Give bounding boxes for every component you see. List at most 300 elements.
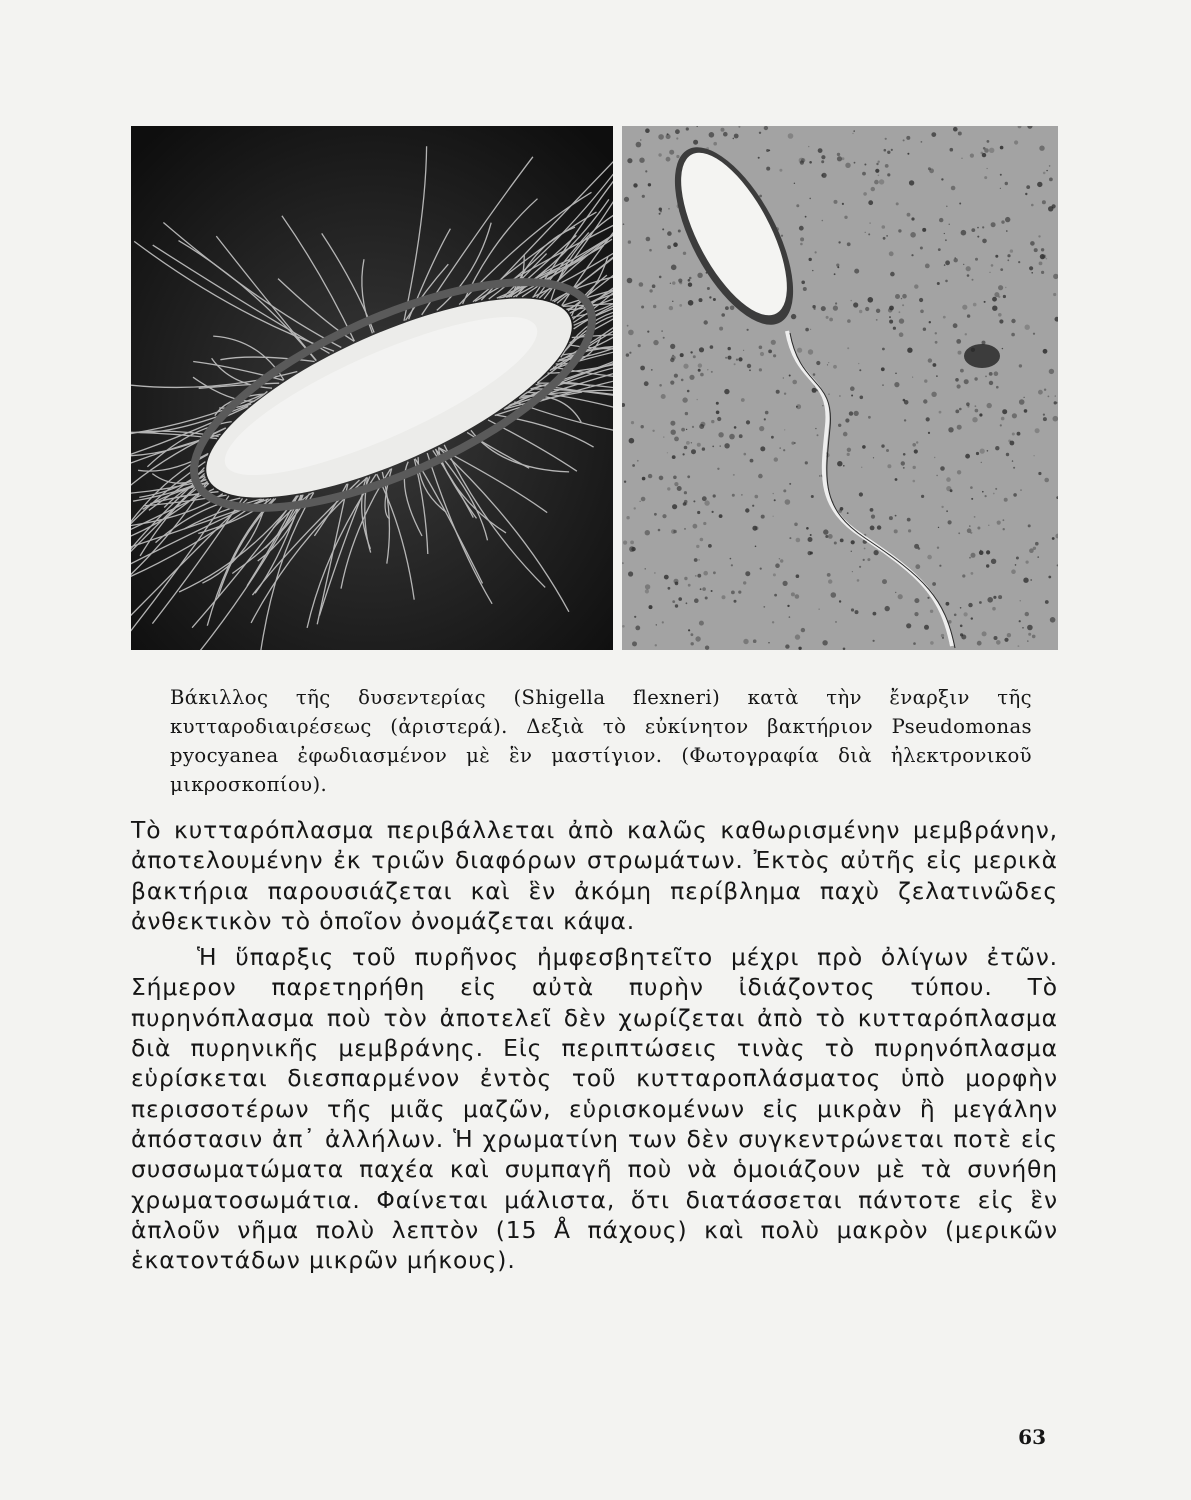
background-speck	[876, 163, 878, 165]
background-speck	[812, 270, 813, 271]
background-speck	[855, 610, 859, 614]
background-speck	[773, 573, 776, 576]
background-speck	[914, 284, 918, 288]
background-speck	[1022, 627, 1024, 629]
background-speck	[702, 587, 706, 591]
background-speck	[654, 572, 655, 573]
background-speck	[888, 308, 893, 313]
background-speck	[1000, 268, 1003, 271]
background-speck	[632, 641, 637, 646]
background-speck	[927, 555, 932, 560]
background-speck	[907, 518, 911, 522]
background-speck	[637, 460, 639, 462]
background-speck	[958, 132, 962, 136]
background-speck	[845, 418, 849, 422]
background-speck	[994, 371, 999, 376]
background-speck	[815, 251, 817, 253]
background-speck	[713, 571, 716, 574]
background-speck	[939, 218, 943, 222]
background-speck	[975, 409, 979, 413]
background-speck	[1039, 262, 1043, 266]
background-speck	[971, 553, 976, 558]
background-speck	[959, 203, 961, 205]
background-speck	[1018, 261, 1020, 263]
background-speck	[955, 378, 959, 382]
background-speck	[960, 607, 962, 609]
background-speck	[825, 535, 828, 538]
background-speck	[805, 328, 809, 332]
background-speck	[707, 369, 708, 370]
background-speck	[882, 384, 884, 386]
background-speck	[974, 516, 976, 518]
background-speck	[1020, 600, 1021, 601]
background-speck	[739, 434, 743, 438]
background-speck	[634, 507, 636, 509]
background-speck	[759, 368, 762, 371]
background-speck	[955, 257, 956, 258]
background-speck	[663, 337, 665, 339]
background-speck	[827, 364, 828, 365]
background-speck	[693, 140, 698, 145]
background-speck	[853, 130, 855, 132]
background-speck	[711, 420, 714, 423]
background-speck	[627, 325, 629, 327]
background-speck	[1011, 319, 1015, 323]
background-speck	[1013, 493, 1017, 497]
background-speck	[948, 427, 953, 432]
background-speck	[861, 467, 862, 468]
background-speck	[759, 346, 763, 350]
background-speck	[914, 612, 918, 616]
background-speck	[673, 242, 678, 247]
background-speck	[887, 151, 890, 154]
background-speck	[1033, 547, 1036, 550]
background-speck	[1019, 399, 1025, 405]
background-speck	[693, 524, 698, 529]
background-speck	[713, 142, 717, 146]
background-speck	[797, 348, 802, 353]
background-speck	[891, 149, 893, 151]
background-speck	[863, 192, 867, 196]
background-speck	[760, 568, 762, 570]
background-speck	[929, 321, 931, 323]
background-speck	[854, 162, 856, 164]
background-speck	[992, 306, 997, 311]
background-speck	[993, 596, 996, 599]
background-speck	[898, 594, 903, 599]
background-speck	[941, 506, 943, 508]
background-speck	[719, 514, 723, 518]
background-speck	[697, 443, 701, 447]
background-speck	[717, 417, 721, 421]
background-speck	[644, 381, 649, 386]
background-speck	[695, 575, 697, 577]
background-speck	[995, 488, 997, 490]
background-speck	[970, 532, 972, 534]
background-speck	[1028, 633, 1031, 636]
background-speck	[750, 459, 754, 463]
background-speck	[906, 623, 911, 628]
background-speck	[668, 587, 671, 590]
background-speck	[730, 306, 735, 311]
background-speck	[645, 589, 649, 593]
background-speck	[837, 156, 842, 161]
background-speck	[977, 527, 980, 530]
background-speck	[719, 327, 723, 331]
background-speck	[662, 228, 664, 230]
background-speck	[961, 230, 967, 236]
background-speck	[690, 351, 692, 353]
background-speck	[811, 495, 814, 498]
background-speck	[645, 568, 646, 569]
background-speck	[871, 515, 875, 519]
background-speck	[903, 467, 905, 469]
background-speck	[661, 394, 666, 399]
background-speck	[966, 402, 970, 406]
background-speck	[857, 579, 860, 582]
background-speck	[882, 579, 887, 584]
background-speck	[779, 447, 781, 449]
background-speck	[881, 367, 885, 371]
background-speck	[674, 482, 678, 486]
background-speck	[950, 148, 954, 152]
background-speck	[875, 169, 879, 173]
background-speck	[921, 495, 924, 498]
background-speck	[967, 274, 970, 277]
background-speck	[1052, 537, 1055, 540]
background-speck	[1041, 271, 1044, 274]
background-speck	[681, 379, 684, 382]
background-speck	[632, 464, 635, 467]
background-speck	[755, 495, 759, 499]
background-speck	[636, 142, 642, 148]
background-speck	[717, 468, 719, 470]
background-speck	[852, 133, 853, 134]
background-speck	[980, 550, 981, 551]
background-speck	[987, 403, 992, 408]
background-speck	[1049, 165, 1051, 167]
background-speck	[826, 316, 829, 319]
background-speck	[899, 318, 904, 323]
background-speck	[859, 369, 861, 371]
background-speck	[708, 544, 712, 548]
background-speck	[1041, 248, 1044, 251]
background-speck	[987, 597, 993, 603]
background-speck	[926, 417, 930, 421]
background-speck	[944, 264, 946, 266]
background-speck	[747, 329, 749, 331]
background-speck	[733, 138, 735, 140]
background-speck	[779, 169, 782, 172]
background-speck	[1003, 528, 1005, 530]
background-speck	[805, 216, 807, 218]
background-speck	[713, 298, 716, 301]
background-speck	[818, 148, 823, 153]
background-speck	[780, 559, 783, 562]
background-speck	[1005, 182, 1008, 185]
background-speck	[981, 462, 982, 463]
background-speck	[734, 134, 739, 139]
background-speck	[881, 444, 884, 447]
background-speck	[688, 300, 694, 306]
background-speck	[887, 464, 891, 468]
background-speck	[667, 487, 670, 490]
background-speck	[1044, 478, 1049, 483]
background-speck	[744, 453, 747, 456]
background-speck	[673, 476, 677, 480]
background-speck	[794, 523, 798, 527]
background-speck	[982, 226, 984, 228]
background-speck	[725, 306, 729, 310]
background-speck	[1033, 333, 1035, 335]
background-speck	[962, 574, 965, 577]
background-speck	[902, 304, 904, 306]
background-speck	[991, 264, 994, 267]
background-speck	[622, 625, 625, 628]
background-speck	[1043, 414, 1045, 416]
background-speck	[669, 306, 673, 310]
background-speck	[628, 330, 634, 336]
background-speck	[678, 230, 681, 233]
background-speck	[1037, 556, 1039, 558]
background-speck	[652, 430, 654, 432]
background-speck	[1016, 557, 1019, 560]
background-speck	[961, 158, 962, 159]
background-speck	[944, 233, 945, 234]
background-speck	[733, 474, 735, 476]
background-speck	[700, 538, 704, 542]
background-speck	[763, 606, 765, 608]
background-speck	[651, 369, 653, 371]
background-speck	[1024, 397, 1025, 398]
background-speck	[803, 287, 807, 291]
background-speck	[1000, 146, 1004, 150]
background-speck	[789, 616, 791, 618]
background-speck	[937, 547, 939, 549]
background-speck	[649, 249, 652, 252]
background-speck	[847, 448, 851, 452]
background-speck	[962, 305, 967, 310]
background-speck	[915, 564, 920, 569]
background-speck	[659, 276, 662, 279]
background-speck	[1012, 433, 1015, 436]
background-speck	[1054, 401, 1057, 404]
background-speck	[755, 546, 757, 548]
background-speck	[702, 496, 707, 501]
background-speck	[1002, 409, 1007, 414]
background-speck	[1004, 498, 1008, 502]
background-speck	[907, 213, 911, 217]
background-speck	[697, 574, 701, 578]
background-speck	[965, 454, 970, 459]
background-speck	[936, 475, 937, 476]
background-speck	[862, 172, 866, 176]
background-speck	[890, 272, 895, 277]
background-speck	[1003, 295, 1006, 298]
background-speck	[653, 340, 658, 345]
background-speck	[796, 404, 801, 409]
background-speck	[924, 625, 929, 630]
background-speck	[766, 167, 770, 171]
background-speck	[913, 642, 916, 645]
background-speck	[946, 477, 951, 482]
background-speck	[959, 408, 962, 411]
background-speck	[889, 316, 891, 318]
background-speck	[1042, 200, 1046, 204]
background-speck	[685, 412, 688, 415]
background-speck	[987, 450, 989, 452]
background-speck	[975, 405, 977, 407]
background-speck	[989, 381, 993, 385]
background-speck	[864, 548, 866, 550]
background-speck	[1037, 182, 1042, 187]
background-speck	[908, 529, 911, 532]
background-speck	[642, 195, 645, 198]
background-speck	[986, 564, 989, 567]
background-speck	[671, 430, 676, 435]
background-speck	[683, 252, 686, 255]
background-speck	[645, 530, 650, 535]
background-speck	[996, 386, 999, 389]
background-speck	[796, 204, 799, 207]
background-speck	[994, 636, 998, 640]
background-speck	[923, 328, 926, 331]
background-speck	[669, 150, 674, 155]
background-speck	[1034, 248, 1038, 252]
background-speck	[1048, 206, 1053, 211]
background-speck	[971, 572, 974, 575]
background-speck	[945, 280, 948, 283]
background-speck	[649, 605, 653, 609]
background-speck	[653, 305, 656, 308]
background-speck	[781, 235, 783, 237]
background-speck	[1026, 185, 1030, 189]
background-speck	[792, 380, 797, 385]
background-speck	[971, 228, 975, 232]
background-speck	[859, 310, 862, 313]
background-speck	[972, 279, 974, 281]
background-speck	[829, 318, 833, 322]
background-speck	[911, 254, 913, 256]
background-speck	[840, 539, 844, 543]
background-speck	[843, 465, 845, 467]
background-speck	[847, 242, 851, 246]
background-speck	[1003, 519, 1005, 521]
background-speck	[704, 500, 709, 505]
background-speck	[670, 344, 675, 349]
background-speck	[964, 612, 968, 616]
background-speck	[712, 511, 714, 513]
background-speck	[1004, 638, 1008, 642]
caption-text: Βάκιλλος τῆς δυσεντερίας (Shigella flexneri) κατὰ τὴν ἔναρξιν τῆς κυτταροδιαιρέσεως (ἀριστερά). Δεξιὰ τὸ εὐκίνητον βακτήριον Pseudomonas pyocyanea ἐφωδιασμένον μὲ ἓν μαστίγιον. (Φωτογραφία διὰ ἠλεκτρονικοῦ μικροσκοπίου).	[170, 686, 1032, 796]
background-speck	[675, 129, 680, 134]
background-speck	[1035, 428, 1040, 433]
background-speck	[724, 389, 729, 394]
background-speck	[809, 198, 811, 200]
background-speck	[813, 373, 816, 376]
background-speck	[774, 457, 778, 461]
background-speck	[661, 330, 662, 331]
background-speck	[743, 350, 744, 351]
background-speck	[873, 640, 875, 642]
background-speck	[686, 602, 688, 604]
background-speck	[679, 304, 682, 307]
background-speck	[675, 582, 679, 586]
background-speck	[645, 170, 647, 172]
background-speck	[627, 278, 633, 284]
background-speck	[662, 514, 666, 518]
background-speck	[850, 386, 855, 391]
background-speck	[991, 222, 996, 227]
background-speck	[980, 449, 985, 454]
background-speck	[885, 138, 887, 140]
background-speck	[879, 179, 884, 184]
background-speck	[982, 631, 987, 636]
background-speck	[923, 399, 927, 403]
background-speck	[878, 161, 880, 163]
background-speck	[971, 498, 973, 500]
background-speck	[887, 173, 890, 176]
background-speck	[932, 582, 936, 586]
background-speck	[838, 241, 840, 243]
background-speck	[899, 332, 904, 337]
background-speck	[678, 597, 682, 601]
background-speck	[728, 356, 732, 360]
background-speck	[768, 642, 769, 643]
background-speck	[992, 607, 996, 611]
background-speck	[904, 419, 906, 421]
background-speck	[912, 443, 916, 447]
background-speck	[998, 285, 1003, 290]
background-speck	[837, 461, 842, 466]
background-speck	[697, 511, 700, 514]
background-speck	[809, 161, 812, 164]
background-speck	[819, 475, 821, 477]
background-speck	[795, 594, 800, 599]
background-speck	[989, 148, 994, 153]
background-speck	[771, 436, 774, 439]
background-speck	[1038, 390, 1043, 395]
background-speck	[680, 353, 684, 357]
background-speck	[885, 606, 890, 611]
background-speck	[860, 396, 864, 400]
background-speck	[998, 313, 1002, 317]
background-speck	[907, 348, 912, 353]
background-speck	[984, 301, 986, 303]
background-speck	[624, 197, 629, 202]
background-speck	[743, 581, 746, 584]
background-speck	[868, 200, 873, 205]
background-speck	[765, 411, 769, 415]
background-speck	[863, 559, 865, 561]
background-speck	[1027, 625, 1033, 631]
background-speck	[1005, 217, 1010, 222]
background-speck	[659, 476, 664, 481]
background-speck	[672, 281, 675, 284]
background-speck	[821, 306, 826, 311]
background-speck	[957, 384, 961, 388]
background-speck	[704, 320, 708, 324]
background-speck	[695, 636, 700, 641]
background-speck	[642, 477, 646, 481]
background-speck	[760, 352, 764, 356]
background-speck	[867, 558, 870, 561]
background-speck	[842, 203, 844, 205]
background-speck	[662, 621, 664, 623]
background-speck	[687, 390, 690, 393]
background-speck	[810, 329, 811, 330]
background-speck	[847, 319, 851, 323]
